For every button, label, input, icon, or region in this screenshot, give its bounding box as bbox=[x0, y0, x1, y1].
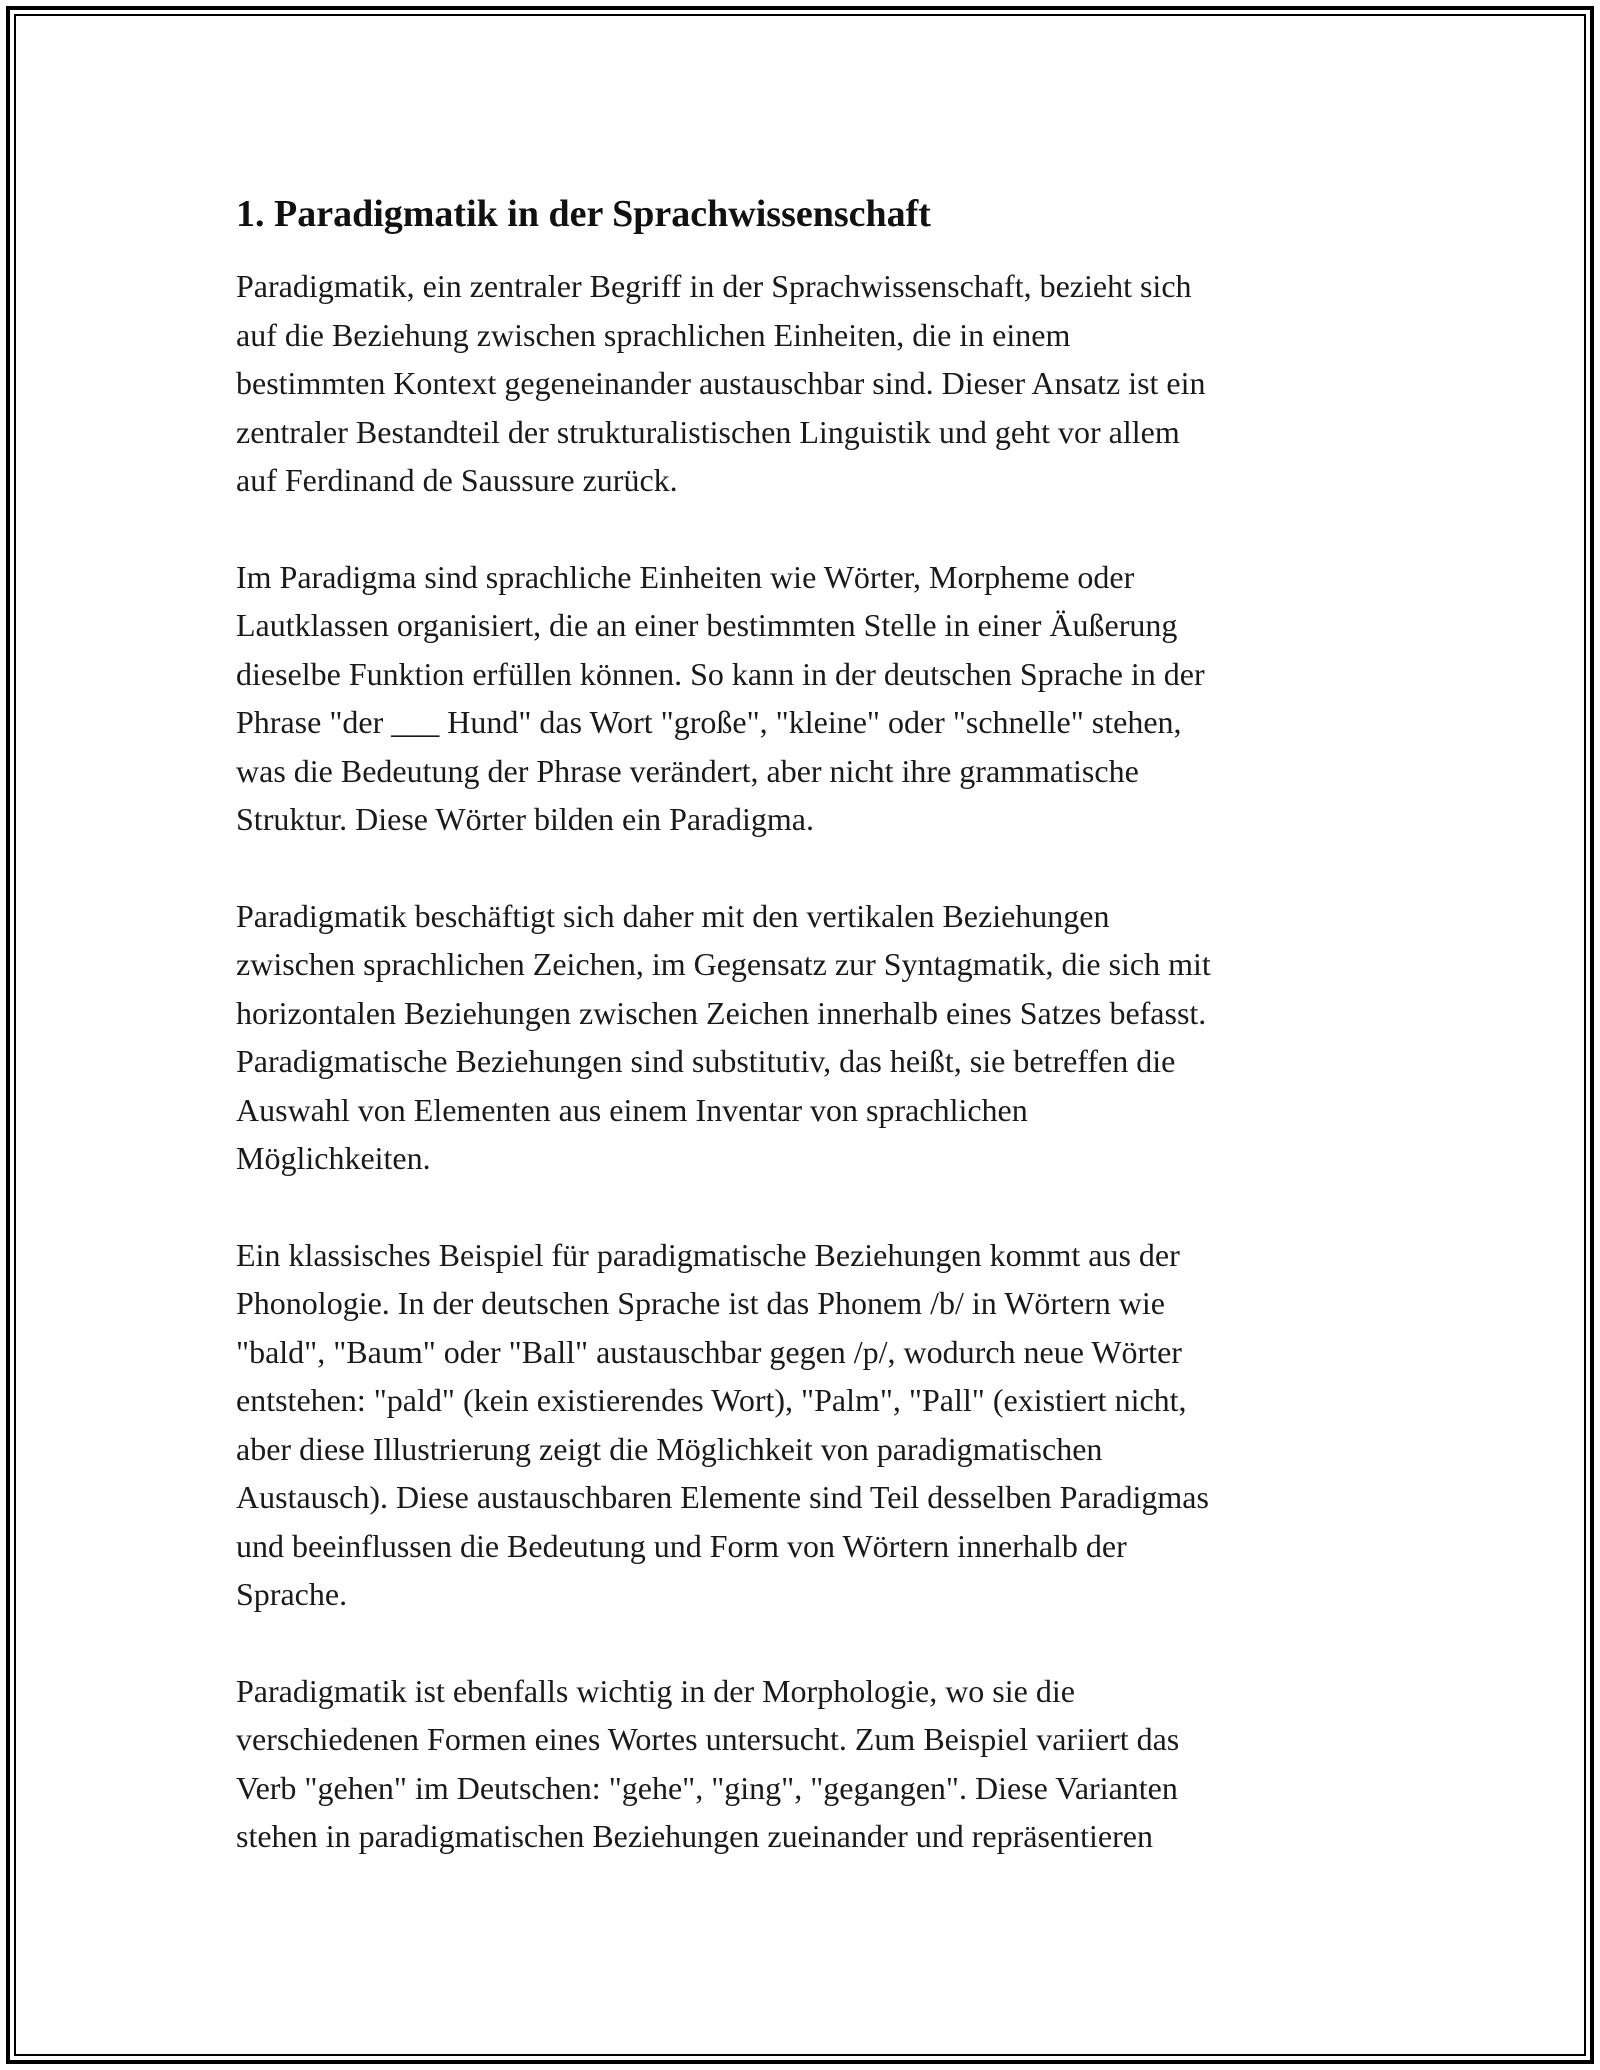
paragraph-paradigma: Im Paradigma sind sprachliche Einheiten wie Wörter, Morpheme oder Lautklassen organisiert, die an einer bestimmten Stelle in einer Äußerung dieselbe Funktion erfüllen können. So kann in der deutschen Sprache in der Phrase "der ___ Hund" das Wort "große", "kleine" oder "schnelle" stehen, was die Bedeutung der Phrase verändert, aber nicht ihre grammatische Struktur. Diese Wörter bilden ein Paradigma. bbox=[236, 558, 1205, 837]
paragraph-vertical-relations: Paradigmatik beschäftigt sich daher mit den vertikalen Beziehungen zwischen sprachlichen Zeichen, im Gegensatz zur Syntagmatik, die sich mit horizontalen Beziehungen zwischen Zeichen innerhalb eines Satzes befasst. Paradigmatische Beziehungen sind substitutiv, das heißt, sie betreffen die Auswahl von Elementen aus einem Inventar von sprachlichen Möglichkeiten. bbox=[236, 897, 1211, 1176]
document-body bbox=[236, 190, 1356, 1909]
paragraph-intro: Paradigmatik, ein zentraler Begriff in der Sprachwissenschaft, bezieht sich auf die Beziehung zwischen sprachlichen Einheiten, die in einem bestimmten Kontext gegeneinander austauschbar sind. Dieser Ansatz ist ein zentraler Bestandteil der strukturalistischen Linguistik und geht vor allem auf Ferdinand de Saussure zurück. bbox=[236, 268, 1206, 498]
paragraph-morphology: Paradigmatik ist ebenfalls wichtig in der Morphologie, wo sie die verschiedenen Formen eines Wortes untersucht. Zum Beispiel variiert das Verb "gehen" im Deutschen: "gehe", "ging", "gegangen". Diese Varianten stehen in paradigmatischen Beziehungen zueinander und repräsentieren bbox=[236, 1672, 1180, 1854]
section-heading: 1. Paradigmatik in der Sprachwissenschaft bbox=[236, 193, 931, 235]
paragraph-phonology-example: Ein klassisches Beispiel für paradigmatische Beziehungen kommt aus der Phonologie. In der deutschen Sprache ist das Phonem /b/ in Wörtern wie "bald", "Baum" oder "Ball" austauschbar gegen /p/, wodurch neue Wörter entstehen: "pald" (kein existierendes Wort), "Palm", "Pall" (existiert nicht, aber diese Illustrierung zeigt die Möglichkeit von paradigmatischen Austausch). Diese austauschbaren Elemente sind Teil desselben Paradigmas und beeinflussen die Bedeutung und Form von Wörtern innerhalb der Sprache. bbox=[236, 1236, 1209, 1612]
